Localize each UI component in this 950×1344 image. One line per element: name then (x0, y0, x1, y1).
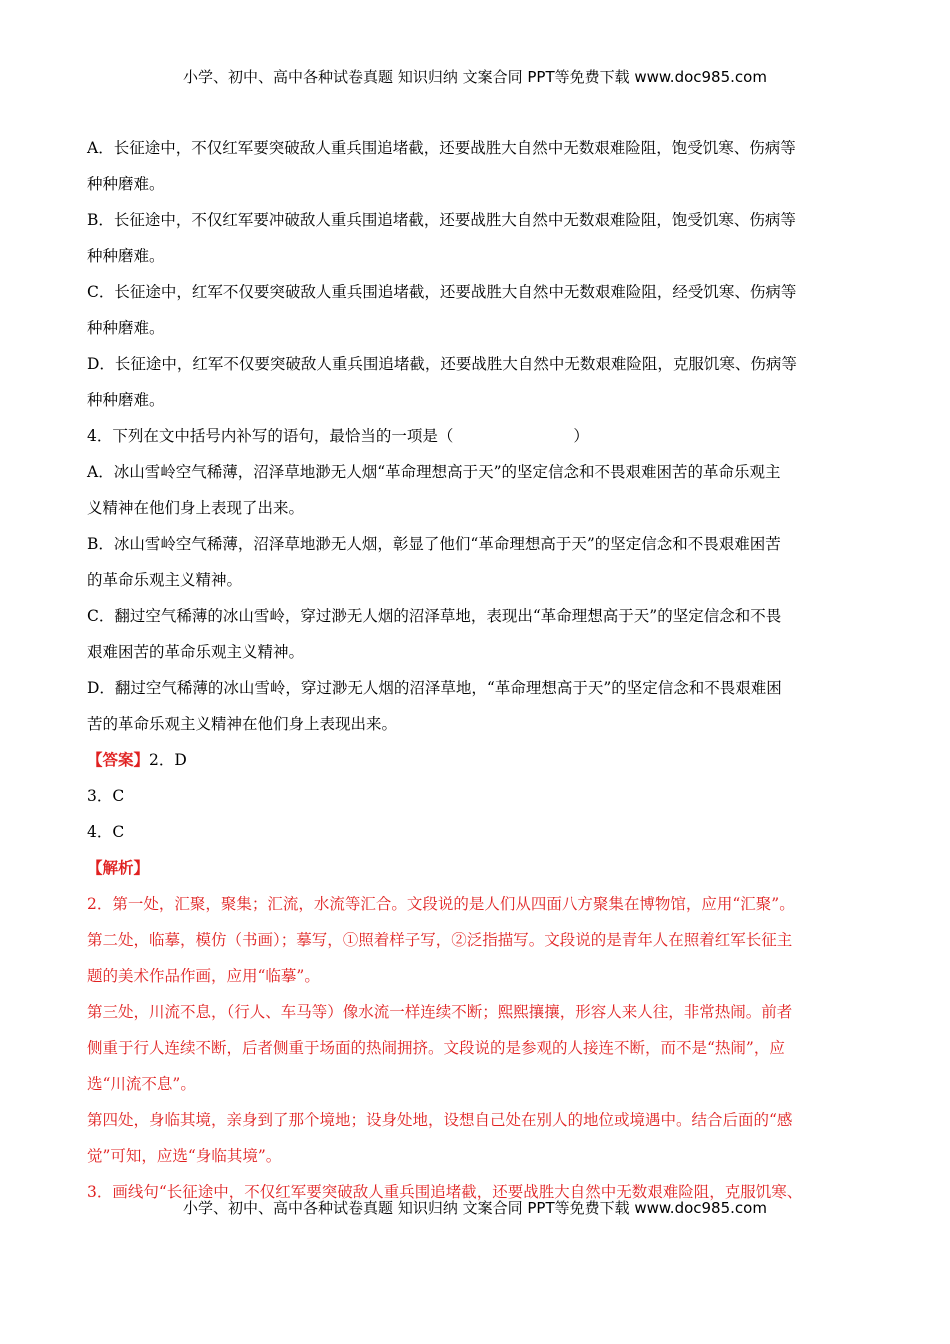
answer-line (87, 742, 859, 778)
q4-stem (87, 418, 859, 454)
analysis-line-4: 第三处，川流不息，（行人、车马等）像水流一样连续不断；熙熙攘攘，形容人来人往，非常热闹。前者 (87, 1003, 793, 1021)
q4-option-c-line2: 艰难困苦的革命乐观主义精神。 (87, 643, 305, 661)
q4-option-d-line2: 苦的革命乐观主义精神在他们身上表现出来。 (87, 715, 398, 733)
q3-option-d-line2: 种种磨难。 (87, 391, 165, 409)
analysis-label: 【解析】 (87, 858, 150, 877)
q3-option-a-line1: A．长征途中，不仅红军要突破敌人重兵围追堵截，还要战胜大自然中无数艰难险阻，饱受饥寒、伤病等 (87, 139, 796, 157)
q4-option-b-line2: 的革命乐观主义精神。 (87, 571, 243, 589)
q4-option-d-line1: D．翻过空气稀薄的冰山雪岭，穿过渺无人烟的沼泽草地，“革命理想高于天”的坚定信念和不畏艰难困 (87, 679, 782, 697)
q3-option-a-line2: 种种磨难。 (87, 175, 165, 193)
q3-option-c-line2: 种种磨难。 (87, 319, 165, 337)
page-header: 小学、初中、高中各种试卷真题 知识归纳 文案合同 PPT等免费下载 www.doc985.com (183, 68, 767, 86)
q4-option-a-line1: A．冰山雪岭空气稀薄，沼泽草地渺无人烟“革命理想高于天”的坚定信念和不畏艰难困苦的革命乐观主 (87, 463, 781, 481)
answer-2: 2．D (149, 751, 187, 769)
analysis-line-2: 第二处，临摹，模仿（书画）；摹写，①照着样子写，②泛指描写。文段说的是青年人在照着红军长征主 (87, 931, 793, 949)
q3-option-b-line2: 种种磨难。 (87, 247, 165, 265)
analysis-line-6: 选“川流不息”。 (87, 1075, 196, 1093)
analysis-line-3: 题的美术作品作画，应用“临摹”。 (87, 967, 320, 985)
q4-stem-close: ） (573, 427, 589, 445)
document-body (87, 130, 859, 1210)
q4-option-c-line1: C．翻过空气稀薄的冰山雪岭，穿过渺无人烟的沼泽草地，表现出“革命理想高于天”的坚定信念和不畏 (87, 607, 782, 625)
q4-option-b-line1: B．冰山雪岭空气稀薄，沼泽草地渺无人烟，彰显了他们“革命理想高于天”的坚定信念和不畏艰难困苦 (87, 535, 781, 553)
q3-option-c-line1: C．长征途中，红军不仅要突破敌人重兵围追堵截，还要战胜大自然中无数艰难险阻，经受饥寒、伤病等 (87, 283, 797, 301)
analysis-line-5: 侧重于行人连续不断，后者侧重于场面的热闹拥挤。文段说的是参观的人接连不断，而不是“热闹”，应 (87, 1039, 785, 1057)
analysis-line-9: 3．画线句“长征途中，不仅红军要突破敌人重兵围追堵截，还要战胜大自然中无数艰难险阻，克服饥寒、 (87, 1183, 803, 1201)
q4-stem-text: 4．下列在文中括号内补写的语句，最恰当的一项是（ (87, 427, 454, 445)
analysis-line-1: 2．第一处，汇聚，聚集；汇流，水流等汇合。文段说的是人们从四面八方聚集在博物馆，应用“汇聚”。 (87, 895, 795, 913)
q4-option-a-line2: 义精神在他们身上表现了出来。 (87, 499, 305, 517)
q3-option-b-line1: B．长征途中，不仅红军要冲破敌人重兵围追堵截，还要战胜大自然中无数艰难险阻，饱受饥寒、伤病等 (87, 211, 796, 229)
answer-3: 3．C (87, 787, 125, 805)
analysis-line-8: 觉”可知，应选“身临其境”。 (87, 1147, 282, 1165)
q3-option-d-line1: D．长征途中，红军不仅要突破敌人重兵围追堵截，还要战胜大自然中无数艰难险阻，克服饥寒、伤病等 (87, 355, 797, 373)
answer-label: 【答案】 (87, 750, 150, 769)
analysis-line-7: 第四处，身临其境，亲身到了那个境地；设身处地，设想自己处在别人的地位或境遇中。结合后面的“感 (87, 1111, 793, 1129)
answer-4: 4．C (87, 823, 125, 841)
page-footer: 小学、初中、高中各种试卷真题 知识归纳 文案合同 PPT等免费下载 www.doc985.com (183, 1199, 767, 1217)
